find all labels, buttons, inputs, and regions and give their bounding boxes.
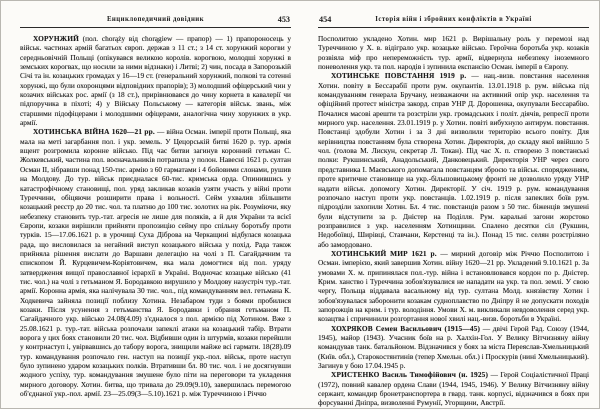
continuation-paragraph [318, 34, 589, 71]
entry-khotynskyi-myr-term: ХОТИНСЬКИЙ МИР 1621 р. [331, 248, 437, 258]
entry-khotynska-viina-term: ХОТИНСЬКА ВІЙНА 1620—21 рр. [33, 127, 155, 137]
entry-khokhriakov [318, 324, 589, 371]
entry-khotynska-viina-text: — війна Осман. імперії проти Польщі, яка мала на меті загарбання пол. і укр. земель. У Цецорській битві 1620 р. тур. армія вщент розгромила коронне військо. Під час битви загинув коронний гетьман С. Жолкевський, частина пол. воєначальників потрапила у полон. Навесні 1621 р. султан Осман II, зібравши понад 150-тис. армію з 60 гарматами і 4 бойовими слонами, рушив на Молдову. До тур. військ приєдналася 60-тис. кримська орда. Опинившись у катастрофічному становищі, пол. уряд закликав козаків узяти участь у війні проти Туреччини, обіцяючи розширити права і вольності. Сейм ухвалив збільшити козацький реєстр до 20 тис. чол. та платню до 100 тис. золотих на рік. Розуміючи, яку небезпеку становить тур.-тат. агресія не лише для поляків, а й для України та всієї Європи, козаки вирішили прийняти пропозицію сейму про спільну боротьбу проти турків. 15—17.06.1621 р. в урочищі Суха Діброва на Черкащині відбулася козацька рада, що висловилася за негайний виступ козацького війська у похід. Рада також прийняла рішення вислати до Варшави делегацію на чолі з П. Сагайдачним та єпископом Й. Курцевичем-Коріятовичем, яка мала домогтися від пол. уряду затвердження вищої православної ієрархії в Україні. Водночас козацьке військо (41 тис. чол.) на чолі з гетьманом Я. Бородавкою вирушило у Молдову назустріч тур.-тат. армії. Коронна армія, яка налічувала 30 тис. чол., під командуванням вел. гетьмана К. Ходкевича зайняла позиції поблизу Хотина. Незабаром туди з боями пробилися козаки. Після усунення з гетьманства Я. Бородавки і обрання гетьманом П. Сагайдачного укр. військо 24.08(4.09) з'єдналося з пол. армією під Хотином. Вже з 25.08.1621 р. тур.-тат. війська розпочали запеклі атаки на козацький табір. Втрати ворога у цих боях становили 20 тис. чол. Відбивши один із штурмів, козаки перейшли у контрнаступ і, увірвавшись до табору ворога, знищили майже всі гармати. 18(28).09 тур. командування розпочало ген. наступ на позиції укр.-пол. військ, проте наступ було зупинено ударом козацьких полків. Втративши бл. 80 тис. чол. і не досягнувши жодного успіху, тур. командування змушене було піти на переговори та укладення мирного договору. Хотин. битва, що тривала до 29.09(9.10), завершилась перемогою об'єднаної укр.-пол. армії. 23—25.09(3—5.10).1621 р. між Туреччиною і Річчю [20, 127, 291, 399]
entry-khrystenko-term: ХРИСТЕНКО Василь Тимофійович (н. 1925) [331, 370, 489, 380]
page-number-right: 454 [319, 15, 332, 24]
entry-khorunzhyi [20, 34, 291, 127]
entry-khotynska-viina [20, 127, 291, 398]
page-right [318, 12, 589, 408]
page-right-header [318, 12, 589, 28]
continuation-text: Посполитою укладено Хотин. мир 1621 р. Вирішальну роль у перемозі над Туреччиною у Х. в. відіграло укр. козацьке військо. Героїчна боротьба укр. козаків розвіяла міф про непереможність тур. армії, відвернула небезпеку іноземного поневолення укр. та пол. народів і зупинила експансію Осман. імперії в Європу. [318, 34, 589, 72]
page-left-body [20, 34, 291, 398]
entry-khrystenko-text: — Герой Соціалістичної Праці (1972), повний кавалер ордена Слави (1944, 1945, 1946). У Велику Вітчизняну війну сержант, командир бронетранспортера в гвард. танк. корпусі, відзначився в боях при форсуванні Дніпра, визволенні Румунії, Угорщини, Австрії. [318, 370, 589, 408]
entry-khotynskyi-myr [318, 249, 589, 324]
page-right-body [318, 34, 589, 408]
running-title-left: Енциклопедичний довідник [106, 16, 205, 23]
entry-khotynske-povstannia [318, 71, 589, 249]
entry-khorunzhyi-term: ХОРУНЖИЙ [33, 34, 79, 43]
page-left [20, 12, 291, 398]
running-title-right: Історія війн і збройних конфліктів в Україні [375, 16, 532, 23]
entry-khokhriakov-term: ХОХРЯКОВ Семен Васильович (1915—45) [331, 323, 481, 333]
entry-khotynske-povstannia-term: ХОТИНСЬКЕ ПОВСТАННЯ 1919 р. [331, 71, 467, 81]
entry-khotynske-povstannia-text: — нац.-визв. повстання населення Хотин. повіту в Бессарабії проти рум. окупантів. 13.01.1918 р. рум. війська під командуванням генерала Бручану, незважаючи на активний опір укр. населення та офіційний протест міністра закорд. справ УНР Д. Дорошенка, окупували Бессарабію. Почалися масові арешти та розстріли укр. громадських і політ. діячів, репресії проти мирного укр. населення. 23.01.1919 р. у Хотин. повіті вибухнуло антирум. повстання. Повстанці здобули Хотин і за 3 дні визволили територію всього повіту. Для керівництва повстанням була створена Хотин. Директорія, до складу якої ввійшло 5 чол. (голова М. Лискун, секретар Л. Токан). Під час Х. п. створено 3 повстанські полки: Рукшинський, Анадольський, Данковецький. Директорія УНР через свого представника І. Маєвського допомагала повстанцям зброєю та військ. спорядженням, проте критичне становище на укр.-більшовицькому фронті не дозволило уряду УНР надати військ. допомогу Хотин. Директорії. У січ. 1919 р. рум. командування розпочало наступ проти укр. повстанців. 1.02.1919 р. після запеклих боїв рум. підрозділи захопили Хотин. Бл. 4 тис. повстанців разом з 50 тис. біженців змушені були відступити за р. Дністер на Поділля. Рум. каральні загони жорстоко розправилися з укр. населенням Хотинщини. Спалено десятки сіл (Рукшин, Недобоївці, Ширівці, Ставчани, Керстенці та ін.). Понад 15 тис. селян розстріляно або замордовано. [318, 71, 589, 249]
page-left-header [20, 12, 291, 28]
entry-khorunzhyi-text: (пол. chorąży від chorągiew — прапор) — 1) прапороносець у військ. частинах армій багатьох європ. держав з 11 ст.; з 14 ст. хорунжий корогви у середньовічній Польщі (опікувався великою королів. корогвою, молодші хорунжі в земських корогвах, що носили за ними відзнаки) і Литві; 2) чин, посада в Запорозькій Січі та ін. козацьких громадах у 16—19 ст. (генеральний хорунжий, полкові та сотенні хорунжі, що були охоронцями відповідних прапорів); 3) молодший офіцерський чин у козачих військах рос. армії (з 18 ст.), прирівнювався до чину корнета в кавалерії чи підпоручика в піхоті; 4) у Війську Польському — категорія військ. звань, між старшими підофіцерами і молодшими офіцерами, аналогічна чину хорунжих в укр. армії. [20, 34, 291, 128]
entry-khrystenko [318, 370, 589, 407]
entry-khokhriakov-text: — двічі Герой Рад. Союзу (1944, 1945), майор (1943). Учасник боїв на р. Халхін-Гол. У Велику Вітчизняну війну командував танк. батальйоном. Відзначився у боях за міста Переяслав-Хмельницький (Київ. обл.), Старокостянтинів (тепер Хмельн. обл.) і Проскурів (нині Хмельницький). Загинув у бою 17.04.1945 р. [318, 323, 589, 371]
page-number-left: 453 [277, 15, 290, 24]
entry-khotynskyi-myr-text: — мирний договір між Річчю Посполитою і Осман. імперією, який завершив Хотин. війну 1620—21 рр. Укладений 9.10.1621 р. За умовами Х. м. припинялася пол.-тур. війна і встановлювався кордон по р. Дністер. Крим. ханство і Туреччина зобов'язувалися не нападати на укр. та пол. землі. У свою чергу, Польща віддавала васальному від тур. султана Молд. князівству Хотин і зобов'язувалася заборонити козакам судноплавство по Дніпру й не допускати походів запорожців на крим. і тур. володіння. Умови Х. м. викликали невдоволення серед укр. козацтва і спричинили розгортання нової хвилі нац.-визв. боротьби в Україні. [318, 248, 589, 324]
